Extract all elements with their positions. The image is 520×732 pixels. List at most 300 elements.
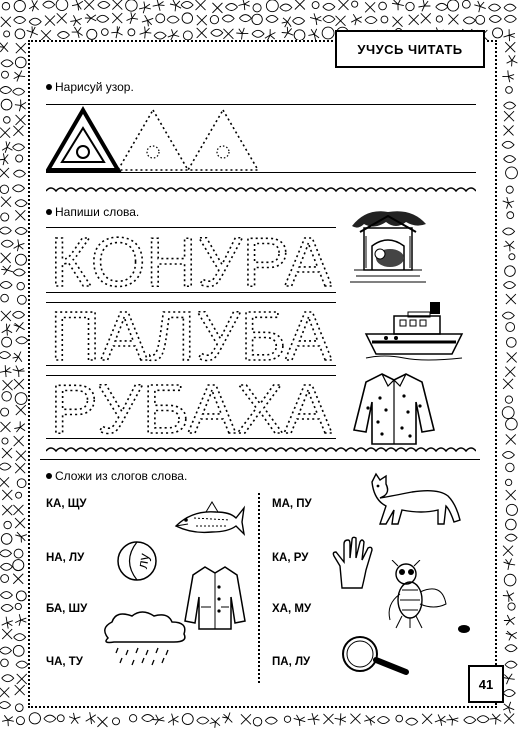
doodle-cross: [350, 714, 360, 724]
doodle-circle: [1, 659, 9, 667]
doodle-circle: [101, 29, 108, 36]
doodle-star: [503, 197, 514, 209]
doodle-circle: [476, 15, 485, 24]
guide-line: [46, 438, 336, 439]
doodle-circle: [505, 479, 511, 485]
doodle-circle: [502, 407, 514, 419]
doodle-leaf: [14, 634, 26, 641]
doodle-cross: [112, 13, 122, 23]
doodle-star: [2, 324, 12, 336]
doodle-cross: [0, 477, 9, 487]
doodle-star: [170, 0, 181, 11]
pike-fish-icon: [172, 496, 246, 540]
doodle-cross: [504, 714, 514, 724]
doodle-circle: [506, 87, 513, 94]
doodle-star: [210, 718, 220, 728]
doodle-cross: [338, 0, 348, 10]
doodle-circle: [294, 30, 305, 41]
doodle-circle: [504, 574, 516, 586]
doodle-star: [504, 29, 515, 41]
doodle-leaf: [488, 4, 500, 11]
doodle-star: [222, 713, 232, 724]
doodle-cross: [505, 42, 515, 52]
column-divider: [258, 493, 260, 683]
doodle-cross: [41, 30, 51, 40]
doodle-circle: [2, 3, 9, 10]
doodle-circle: [56, 0, 68, 11]
doodle-cross: [365, 2, 375, 12]
doodle-cross: [323, 714, 333, 724]
doodle-star: [308, 713, 320, 725]
guide-line: [46, 365, 336, 366]
doodle-circle: [182, 714, 193, 725]
instruction-syllables: [46, 469, 187, 483]
doodle-circle: [253, 717, 262, 726]
doodle-cross: [0, 168, 9, 178]
doodle-circle: [4, 31, 10, 37]
doodle-circle: [16, 155, 23, 162]
doodle-leaf: [502, 312, 514, 319]
doodle-cross: [13, 574, 23, 584]
doodle-circle: [210, 15, 218, 23]
rain-cloud-icon: [98, 608, 192, 670]
doodle-circle: [508, 603, 515, 610]
doodle-circle: [1, 408, 9, 416]
doodle-leaf: [477, 716, 489, 723]
doodle-circle: [2, 337, 12, 347]
syllable-pair: НА, ЛУ: [46, 552, 85, 564]
doodle-circle: [505, 396, 512, 403]
doodle-leaf: [0, 227, 11, 234]
doodle-circle: [87, 29, 97, 39]
doodle-leaf: [154, 32, 166, 39]
doodle-star: [15, 532, 26, 542]
doodle-circle: [29, 713, 40, 724]
doodle-cross: [97, 717, 107, 727]
doodle-circle: [493, 28, 503, 38]
doodle-star: [364, 715, 375, 725]
doodle-leaf: [14, 16, 26, 23]
doodle-star: [13, 366, 25, 377]
doodle-star: [504, 615, 515, 625]
doodle-leaf: [504, 156, 516, 163]
doodle-leaf: [252, 30, 264, 37]
doodle-star: [15, 100, 26, 112]
doodle-star: [392, 0, 404, 10]
doodle-star: [308, 29, 319, 40]
word-trace-1[interactable]: [46, 228, 336, 292]
doodle-star: [168, 714, 178, 726]
doodle-star: [490, 714, 501, 725]
doodle-cross: [0, 422, 10, 432]
doodle-leaf: [44, 715, 56, 722]
wavy-divider: [46, 444, 476, 458]
doodle-cross: [212, 3, 222, 13]
doodle-leaf: [503, 690, 515, 697]
doodle-cross: [0, 687, 9, 697]
cougar-icon: [362, 470, 466, 528]
doodle-cross: [14, 436, 24, 446]
doodle-star: [503, 674, 515, 685]
doodle-star: [14, 322, 25, 332]
doodle-cross: [504, 111, 514, 121]
doodle-cross: [13, 126, 23, 136]
doodle-circle: [505, 266, 516, 277]
doghouse-icon: [346, 206, 430, 290]
instruction-words: [46, 205, 139, 219]
doodle-cross: [503, 379, 513, 389]
doodle-star: [503, 702, 514, 713]
traced-word: РУБАХА: [50, 376, 333, 438]
doodle-star: [153, 715, 165, 725]
syllable-pair: ЧА, ТУ: [46, 656, 83, 668]
doodle-star: [2, 617, 13, 629]
doodle-leaf: [489, 15, 501, 22]
doodle-circle: [126, 0, 138, 11]
doodle-leaf: [502, 451, 514, 458]
doodle-circle: [4, 117, 11, 124]
doodle-leaf: [1, 240, 13, 247]
doodle-star: [474, 1, 485, 12]
doodle-leaf: [0, 647, 11, 654]
doodle-star: [0, 365, 11, 377]
doodle-circle: [506, 323, 515, 332]
doodle-star: [502, 70, 514, 82]
doodle-star: [86, 712, 96, 724]
doodle-leaf: [504, 15, 516, 22]
doodle-star: [310, 13, 322, 25]
doodle-leaf: [13, 144, 25, 151]
doodle-star: [282, 27, 294, 38]
doodle-star: [168, 29, 179, 40]
doodle-star: [282, 17, 291, 28]
doodle-leaf: [406, 718, 418, 725]
bullet-icon: [46, 473, 52, 479]
doodle-star: [139, 2, 151, 14]
doodle-leaf: [239, 15, 251, 22]
doodle-leaf: [365, 17, 377, 24]
doodle-cross: [1, 197, 11, 207]
doodle-cross: [336, 16, 346, 26]
syllable-pair: ХА, МУ: [272, 603, 312, 615]
doodle-leaf: [293, 17, 305, 24]
doodle-leaf: [225, 3, 237, 10]
doodle-star: [294, 715, 306, 726]
doodle-leaf: [503, 282, 515, 289]
doodle-star: [419, 0, 431, 11]
doodle-cross: [422, 714, 432, 724]
doodle-leaf: [323, 16, 335, 23]
doodle-leaf: [12, 311, 24, 318]
doodle-circle: [128, 29, 135, 36]
doodle-cross: [0, 128, 10, 138]
doodle-leaf: [2, 675, 14, 682]
doodle-circle: [506, 186, 513, 193]
doodle-circle: [14, 0, 25, 11]
doodle-circle: [506, 504, 517, 515]
doodle-star: [72, 27, 83, 38]
doodle-circle: [322, 27, 334, 39]
doodle-circle: [182, 13, 192, 23]
doodle-circle: [447, 0, 458, 11]
doodle-leaf: [13, 170, 25, 177]
doodle-star: [142, 15, 153, 26]
doodle-cross: [295, 0, 305, 10]
doodle-leaf: [0, 592, 12, 599]
doodle-circle: [506, 519, 517, 530]
doodle-leaf: [1, 60, 13, 67]
doodle-circle: [509, 254, 515, 260]
doodle-star: [29, 0, 38, 11]
syllable-pair: МА, ПУ: [272, 498, 312, 510]
doodle-cross: [421, 13, 431, 23]
doodle-star: [85, 14, 96, 23]
doodle-leaf: [504, 4, 516, 11]
shirt-icon: [352, 368, 436, 448]
hand-icon: [330, 536, 380, 590]
doodle-star: [238, 0, 249, 10]
page-title: УЧУСЬ ЧИТАТЬ: [335, 30, 485, 68]
magnifier-icon: [338, 632, 412, 678]
section-divider: [40, 459, 480, 460]
doodle-star: [127, 12, 139, 23]
doodle-leaf: [97, 15, 109, 22]
doodle-circle: [129, 715, 136, 722]
doodle-cross: [507, 352, 517, 362]
doodle-leaf: [15, 227, 27, 234]
circle-trace: [217, 146, 229, 158]
doodle-leaf: [266, 15, 278, 22]
doodle-leaf: [43, 1, 55, 8]
doodle-circle: [15, 603, 21, 609]
coat-icon: [183, 563, 247, 633]
doodle-circle: [156, 14, 165, 23]
doodle-leaf: [211, 29, 223, 36]
doodle-circle: [284, 716, 290, 722]
doodle-circle: [112, 718, 119, 725]
doodle-cross: [409, 15, 419, 25]
doodle-leaf: [280, 4, 292, 11]
doodle-star: [265, 29, 276, 40]
doodle-leaf: [13, 88, 25, 95]
ink-blot-icon: [456, 622, 472, 634]
doodle-circle: [16, 717, 24, 725]
instruction-words-text: Напиши слова.: [55, 205, 140, 219]
doodle-leaf: [29, 18, 41, 25]
doodle-cross: [506, 434, 516, 444]
doodle-leaf: [12, 185, 24, 192]
doodle-circle: [1, 575, 9, 583]
doodle-cross: [223, 29, 233, 39]
doodle-leaf: [464, 717, 476, 724]
doodle-star: [140, 27, 152, 39]
doodle-circle: [312, 2, 319, 9]
doodle-circle: [1, 99, 12, 110]
doodle-cross: [3, 380, 13, 390]
instruction-pattern-text: Нарисуй узор.: [55, 80, 134, 94]
doodle-star: [27, 26, 38, 38]
doodle-circle: [506, 463, 515, 472]
doodle-circle: [17, 479, 26, 488]
doodle-star: [447, 715, 459, 726]
doodle-circle: [13, 560, 24, 571]
circle-trace: [147, 146, 159, 158]
doodle-star: [15, 614, 26, 626]
doodle-cross: [506, 490, 516, 500]
doodle-star: [14, 421, 25, 432]
doodle-circle: [1, 71, 8, 78]
doodle-leaf: [463, 17, 475, 24]
doodle-star: [0, 43, 8, 53]
doodle-cross: [393, 17, 403, 27]
doodle-leaf: [0, 702, 11, 709]
moon-syllable-text: лу: [133, 552, 153, 570]
doodle-leaf: [505, 661, 517, 668]
doodle-leaf: [503, 228, 515, 235]
doodle-cross: [2, 629, 12, 639]
doodle-star: [504, 241, 515, 251]
doodle-leaf: [142, 715, 154, 722]
doodle-star: [1, 265, 13, 275]
doodle-circle: [396, 715, 403, 722]
triangle-trace: [118, 110, 188, 170]
doodle-circle: [381, 16, 388, 23]
doodle-circle: [13, 645, 24, 656]
doodle-circle: [1, 534, 12, 545]
doodle-cross: [15, 210, 25, 220]
triangle-trace: [188, 110, 258, 170]
doodle-circle: [14, 549, 23, 558]
doodle-star: [111, 26, 122, 38]
doodle-cross: [16, 43, 26, 53]
doodle-circle: [507, 212, 514, 219]
doodle-cross: [2, 490, 12, 500]
circle-shape: [77, 146, 89, 158]
doodle-circle: [57, 715, 64, 722]
doodle-leaf: [323, 3, 335, 10]
bullet-icon: [46, 209, 52, 215]
doodle-cross: [506, 294, 516, 304]
doodle-star: [506, 631, 517, 640]
doodle-cross: [504, 125, 514, 135]
doodle-cross: [112, 0, 122, 10]
doodle-cross: [14, 379, 24, 389]
doodle-leaf: [197, 717, 209, 724]
doodle-leaf: [502, 141, 514, 148]
word-trace-3[interactable]: [46, 376, 336, 438]
doodle-cross: [16, 451, 26, 461]
doodle-circle: [17, 282, 24, 289]
doodle-cross: [57, 13, 67, 23]
doodle-circle: [15, 254, 26, 265]
triangle-pattern[interactable]: [46, 106, 286, 174]
syllable-pair: БА, ШУ: [46, 603, 88, 615]
doodle-leaf: [0, 281, 12, 288]
doodle-star: [0, 153, 8, 165]
doodle-circle: [2, 438, 8, 444]
doodle-circle: [252, 14, 262, 24]
doodle-star: [335, 713, 346, 725]
doodle-circle: [17, 295, 26, 304]
doodle-circle: [183, 31, 192, 40]
doodle-circle: [506, 338, 516, 348]
doodle-cross: [2, 505, 12, 515]
doodle-leaf: [0, 463, 11, 470]
doodle-leaf: [98, 1, 110, 8]
doodle-star: [435, 714, 446, 725]
traced-word: КОНУРА: [50, 228, 333, 292]
doodle-leaf: [0, 563, 12, 570]
doodle-circle: [352, 1, 358, 7]
doodle-star: [14, 71, 25, 82]
doodle-circle: [379, 2, 387, 10]
doodle-circle: [436, 16, 442, 22]
doodle-star: [13, 352, 22, 363]
doodle-circle: [16, 492, 22, 498]
doodle-circle: [15, 29, 25, 39]
doodle-cross: [2, 448, 12, 458]
guide-line: [46, 292, 336, 293]
ship-icon: [364, 296, 464, 366]
doodle-leaf: [222, 15, 234, 22]
doodle-cross: [1, 17, 11, 27]
doodle-circle: [15, 704, 23, 712]
doodle-circle: [406, 2, 414, 10]
doodle-cross: [1, 253, 11, 263]
doodle-circle: [0, 185, 9, 194]
doodle-leaf: [15, 200, 27, 207]
doodle-star: [507, 55, 518, 66]
doodle-circle: [506, 167, 518, 179]
doodle-leaf: [57, 32, 69, 39]
doodle-circle: [1, 213, 9, 221]
doodle-leaf: [505, 645, 517, 652]
instruction-syllables-text: Сложи из слогов слова.: [55, 469, 188, 483]
page-number: 41: [468, 665, 504, 703]
doodle-leaf: [167, 16, 179, 23]
doodle-cross: [503, 546, 513, 556]
doodle-cross: [17, 674, 27, 684]
doodle-circle: [2, 392, 11, 401]
doodle-star: [70, 15, 82, 26]
doodle-circle: [4, 521, 11, 528]
doodle-leaf: [181, 1, 193, 8]
doodle-leaf: [504, 102, 516, 109]
doodle-star: [14, 239, 25, 251]
doodle-circle: [462, 0, 470, 8]
doodle-cross: [16, 405, 26, 415]
doodle-star: [236, 28, 248, 40]
syllable-pair: КА, ЩУ: [46, 498, 87, 510]
doodle-circle: [15, 393, 27, 405]
doodle-cross: [196, 0, 206, 10]
doodle-circle: [15, 57, 26, 68]
doodle-leaf: [16, 337, 28, 344]
doodle-leaf: [16, 661, 28, 668]
doodle-leaf: [377, 717, 389, 724]
doodle-cross: [448, 14, 458, 24]
doodle-leaf: [505, 534, 517, 541]
bullet-icon: [46, 84, 52, 90]
doodle-leaf: [1, 604, 13, 611]
fly-icon: [382, 560, 454, 630]
doodle-leaf: [265, 717, 277, 724]
doodle-star: [69, 713, 80, 724]
doodle-star: [2, 141, 12, 153]
instruction-pattern: [46, 80, 134, 94]
doodle-circle: [266, 0, 278, 12]
word-trace-2[interactable]: [46, 303, 336, 365]
